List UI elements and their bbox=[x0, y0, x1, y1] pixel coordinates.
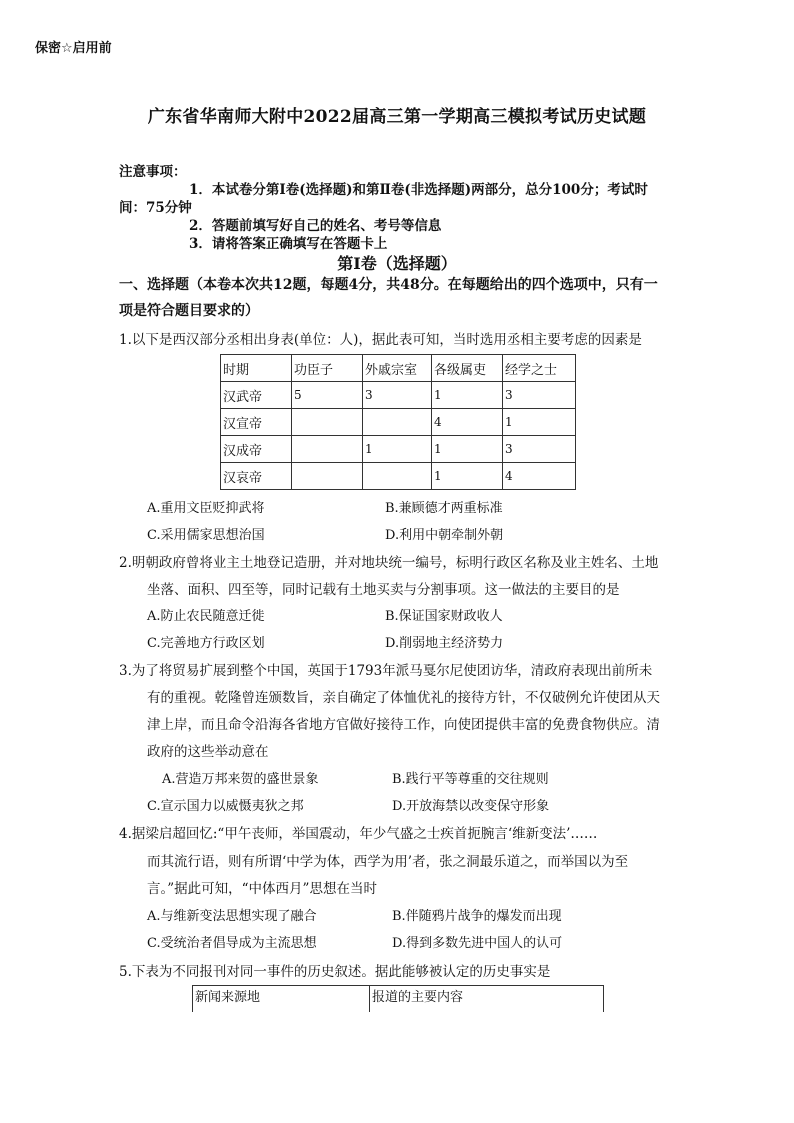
q4-option-c: C.受统治者倡导成为主流思想 bbox=[147, 936, 317, 951]
q2-option-b: B.保证国家财政收人 bbox=[385, 609, 503, 624]
table-header-cell: 报道的主要内容 bbox=[370, 986, 604, 1013]
table-header-row bbox=[221, 355, 576, 382]
q1-table bbox=[220, 354, 576, 490]
table-header-cell: 外戚宗室 bbox=[363, 355, 432, 382]
notice-item-2: 2．答题前填写好自己的姓名、考号等信息 bbox=[189, 218, 442, 234]
table-header-cell: 各级属吏 bbox=[432, 355, 503, 382]
table-header-cell: 时期 bbox=[221, 355, 292, 382]
q1-option-d: D.利用中朝牵制外朝 bbox=[385, 528, 504, 543]
table-cell: 1 bbox=[432, 436, 503, 463]
table-cell: 4 bbox=[503, 463, 576, 490]
volume-title: 第Ⅰ卷（选择题） bbox=[337, 254, 457, 273]
q3-option-a: A.营造万邦来贺的盛世景象 bbox=[162, 772, 319, 787]
notice-item-1: 1．本试卷分第Ⅰ卷(选择题)和第Ⅱ卷(非选择题)两部分，总分100分；考试时 bbox=[189, 182, 648, 198]
table-cell: 1 bbox=[432, 463, 503, 490]
q4-option-b: B.伴随鸦片战争的爆发而出现 bbox=[392, 909, 562, 924]
q1-option-c: C.采用儒家思想治国 bbox=[147, 528, 265, 543]
q4-stem-line1: 4.据梁启超回忆:“甲午丧师，举国震动，年少气盛之士疾首扼腕言‘维新变法’…… bbox=[119, 826, 598, 842]
exam-title: 广东省华南师大附中2022届高三第一学期高三模拟考试历史试题 bbox=[147, 107, 647, 127]
q4-stem-line3: 言。”据此可知，“中体西月”思想在当时 bbox=[147, 881, 377, 897]
q2-stem-line1: 2.明朝政府曾将业主土地登记造册，并对地块统一编号，标明行政区名称及业主姓名、土地 bbox=[119, 555, 659, 571]
table-cell: 汉哀帝 bbox=[221, 463, 292, 490]
q3-stem-line4: 政府的这些举动意在 bbox=[147, 744, 269, 760]
table-cell: 汉成帝 bbox=[221, 436, 292, 463]
q2-option-d: D.削弱地主经济势力 bbox=[385, 636, 504, 651]
notice-heading: 注意事项： bbox=[119, 164, 187, 180]
table-cell: 5 bbox=[292, 382, 363, 409]
q3-stem-line3: 津上岸，而且命令沿海各省地方官做好接待工作，向使团提供丰富的免费食物供应。清 bbox=[147, 717, 660, 733]
q3-stem-line1: 3.为了将贸易扩展到整个中国，英国于1793年派马戛尔尼使团访华，清政府表现出前所未 bbox=[119, 663, 653, 679]
q3-option-c: C.宣示国力以威慑夷狄之邦 bbox=[147, 799, 304, 814]
q2-option-c: C.完善地方行政区划 bbox=[147, 636, 265, 651]
table-cell bbox=[292, 436, 363, 463]
table-cell: 1 bbox=[363, 436, 432, 463]
notice-item-1-cont: 间：75分钟 bbox=[119, 200, 192, 216]
table-cell bbox=[363, 409, 432, 436]
table-cell bbox=[292, 463, 363, 490]
table-header-cell: 新闻来源地 bbox=[193, 986, 370, 1013]
table-header-cell: 经学之士 bbox=[503, 355, 576, 382]
q5-table bbox=[192, 985, 604, 1012]
section-heading-cont: 项是符合题目要求的） bbox=[119, 303, 259, 319]
table-cell bbox=[363, 463, 432, 490]
table-cell: 汉武帝 bbox=[221, 382, 292, 409]
q4-option-d: D.得到多数先进中国人的认可 bbox=[392, 936, 563, 951]
q5-stem: 5.下表为不同报刊对同一事件的历史叙述。据此能够被认定的历史事实是 bbox=[119, 964, 551, 980]
table-cell: 1 bbox=[432, 382, 503, 409]
q1-stem: 1.以下是西汉部分丞相出身表(单位：人)，据此表可知，当时选用丞相主要考虑的因素是 bbox=[119, 332, 642, 348]
q4-stem-line2: 而其流行语，则有所谓‘中学为体，西学为用’者，张之洞最乐道之，而举国以为至 bbox=[147, 854, 629, 870]
table-cell: 3 bbox=[503, 436, 576, 463]
q3-stem-line2: 有的重视。乾隆曾连颁数旨，亲自确定了体恤优礼的接待方针，不仅破例允许使团从天 bbox=[147, 690, 660, 706]
q2-stem-line2: 坐落、面积、四至等，同时记载有土地买卖与分割事项。这一做法的主要目的是 bbox=[147, 582, 620, 598]
table-row bbox=[221, 436, 576, 463]
table-row bbox=[221, 409, 576, 436]
section-heading: 一、选择题（本卷本次共12题，每题4分，共48分。在每题给出的四个选项中，只有一 bbox=[119, 277, 658, 293]
table-row bbox=[221, 382, 576, 409]
table-header-cell: 功臣子 bbox=[292, 355, 363, 382]
table-cell: 3 bbox=[363, 382, 432, 409]
notice-item-3: 3．请将答案正确填写在答题卡上 bbox=[189, 236, 388, 252]
table-cell: 4 bbox=[432, 409, 503, 436]
table-cell: 1 bbox=[503, 409, 576, 436]
confidential-label: 保密☆启用前 bbox=[35, 41, 112, 56]
table-cell bbox=[292, 409, 363, 436]
table-row bbox=[221, 463, 576, 490]
q1-option-b: B.兼顾德才两重标准 bbox=[385, 501, 503, 516]
table-cell: 汉宣帝 bbox=[221, 409, 292, 436]
q3-option-d: D.开放海禁以改变保守形象 bbox=[392, 799, 550, 814]
q4-option-a: A.与维新变法思想实现了融合 bbox=[147, 909, 317, 924]
q3-option-b: B.践行平等尊重的交往规则 bbox=[392, 772, 549, 787]
table-cell: 3 bbox=[503, 382, 576, 409]
q2-option-a: A.防止农民随意迁徙 bbox=[147, 609, 265, 624]
q1-option-a: A.重用文臣贬抑武将 bbox=[147, 501, 265, 516]
table-header-row bbox=[193, 986, 604, 1013]
